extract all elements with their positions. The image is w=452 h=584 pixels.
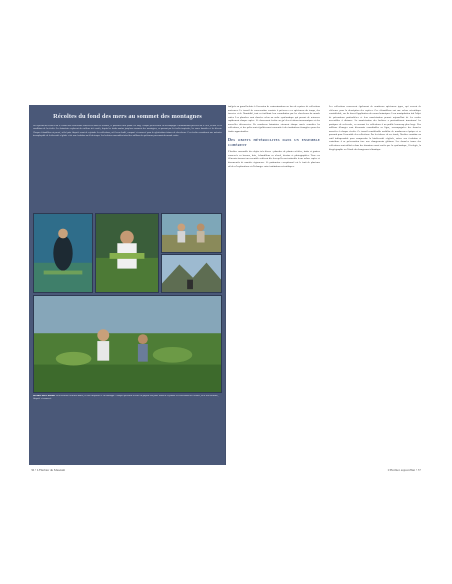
page-heading: Récoltes du fond des mers au sommet des montagnes bbox=[53, 113, 202, 120]
caption-label: Récoltes sur le terrain. bbox=[33, 395, 56, 397]
photo-strip bbox=[33, 213, 222, 293]
folio-left: 36 • L'Herbier du Muséum bbox=[31, 468, 66, 472]
text-column-right bbox=[329, 105, 421, 465]
photo-botanist bbox=[95, 213, 159, 293]
book-spread bbox=[29, 105, 423, 465]
photo-diver bbox=[33, 213, 93, 293]
right-page bbox=[226, 105, 423, 465]
photo-mountain bbox=[161, 254, 222, 293]
gutter bbox=[225, 105, 226, 465]
text-column-left bbox=[228, 105, 320, 465]
section-title: Des objets hétéroclites dans un ensemble cohérent bbox=[228, 137, 320, 148]
folio-right: L'Herbier aujourd'hui • 37 bbox=[387, 468, 421, 472]
body-paragraph: L'herbier rassemble des objets très divers : planches de plantes séchées, fruits et graines conservés en bocaux, bois, échantillons en alcool, dessins et photographies. Tous ces éléments forment un ensemble cohérent dès lors qu'ils sont rattachés à une même espèce et documentés de manière rigoureuse. Ce patrimoine exceptionnel est le fruit de plusieurs siècles d'explorations et d'échanges entre institutions scientifiques. bbox=[228, 150, 320, 168]
body-paragraph: Les collections conservent également de nombreux spécimens types, qui servent de référence pour la description des espèces. Ces échantillons ont une valeur scientifique considérable, car ils fixent l'application des noms botaniques. Leur manipulation fait l'objet de précautions particulières et leur numérisation permet aujourd'hui de les rendre accessibles à distance. La numérisation des herbiers a profondément transformé les pratiques de recherche, en ouvrant les collections à un public beaucoup plus large. Des millions d'images sont désormais consultables en ligne, accompagnées des données associées à chaque récolte. Ce travail considérable mobilise de nombreuses équipes et se poursuit pour l'ensemble des collections. Par la richesse de ses fonds, l'herbier constitue un outil indispensable pour comprendre la biodiversité végétale, suivre son évolution et contribuer à sa préservation face aux changements globaux. Les données issues des collections sont utilisées dans des domaines aussi variés que la systématique, l'écologie, la biogéographie ou l'étude du changement climatique. bbox=[329, 105, 421, 151]
photo-team bbox=[161, 213, 222, 253]
caption-text: Prélèvements en milieu marin, en forêt tropicale et en montagne : chaque spécimen récolté est préparé sur place avant de rejoindre les collections de l'herbier, où il sera identifié, étiqueté et conservé. bbox=[33, 395, 219, 401]
body-paragraph: intégrés au grand herbier à l'occasion de restructurations ou lors de reprises de collections anciennes. Le travail de conservation consiste à préserver ces spécimens du temps, des insectes et de l'humidité, tout en facilitant leur consultation par les chercheurs du monde entier. Les planches sont classées selon un ordre systématique qui permet de retrouver rapidement chaque espèce. Ce classement évolue au gré des révisions taxonomiques et des nouvelles découvertes. De nombreux botanistes viennent chaque année consulter les collections, et des prêts sont régulièrement consentis à des institutions étrangères pour des études approfondies. bbox=[228, 105, 320, 133]
intro-paragraph: Des spécimens récoltés sur le terrain aux collections conservées dans les herbiers, le parcours d'une plante est long. Chaque prélèvement est accompagné d'informations précises sur le lieu, la date et les conditions de la récolte. Les botanistes explorent des milieux très variés, depuis les fonds marins jusqu'aux sommets des montagnes, en passant par les forêts tropicales, les zones humides et les déserts. Chaque échantillon est pressé, séché puis étiqueté avant de rejoindre les collections, où il sera étudié, comparé et conservé pour les générations futures de chercheurs. Ces récoltes constituent une mémoire irremplaçable de la diversité végétale et de son évolution au fil du temps. Les herbiers rassemblent ainsi des millions de spécimens provenant du monde entier. bbox=[33, 125, 222, 137]
photo-caption bbox=[33, 395, 222, 415]
left-page bbox=[29, 105, 226, 465]
photo-field-collecting bbox=[33, 295, 222, 393]
